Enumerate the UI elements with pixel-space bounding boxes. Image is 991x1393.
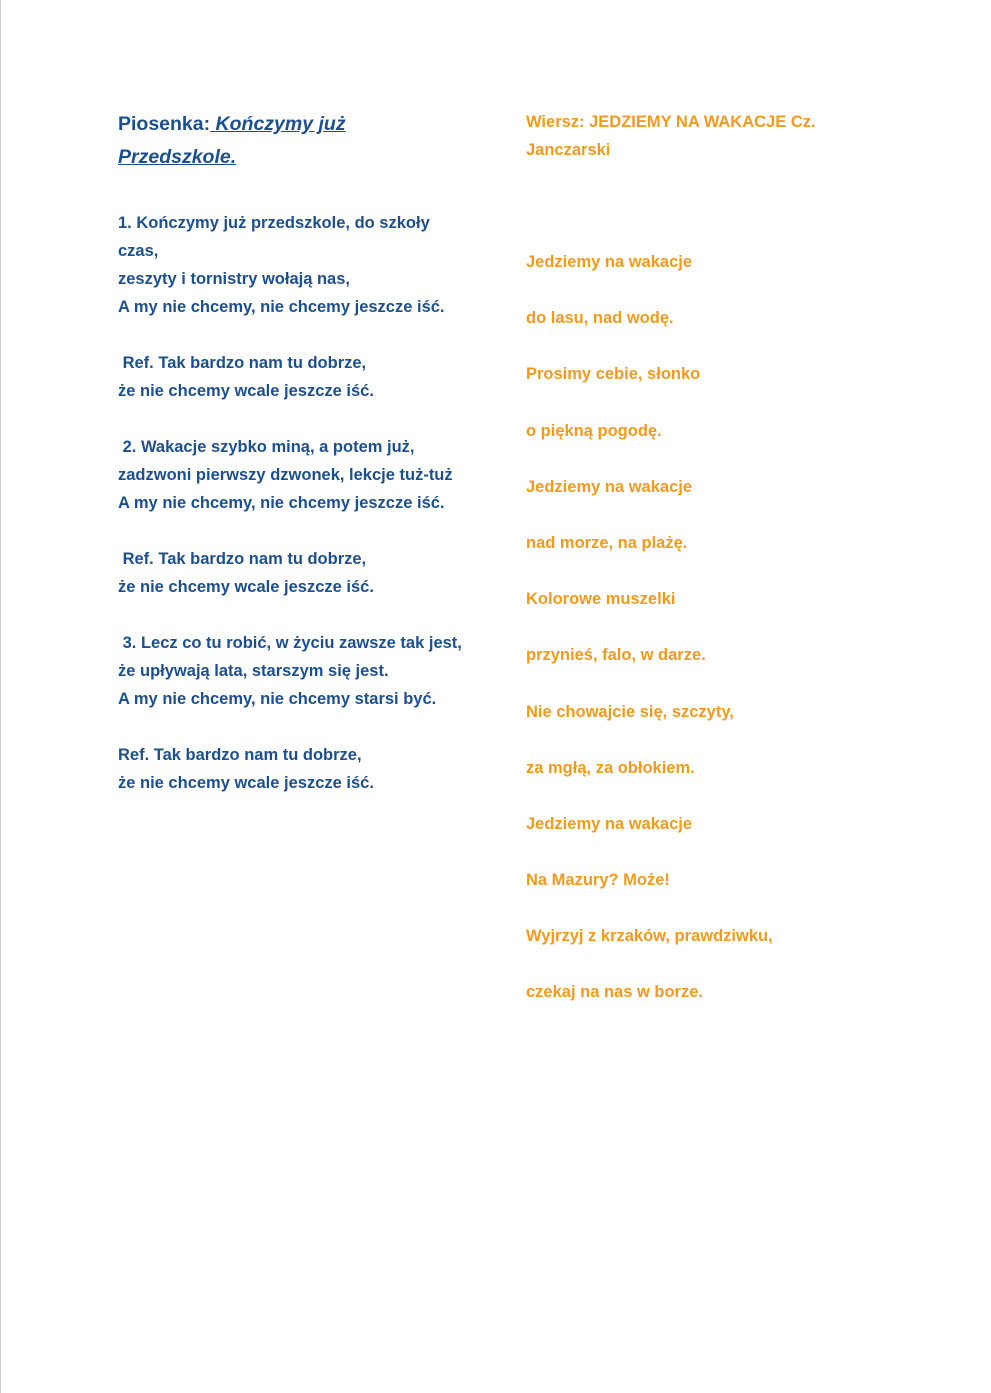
song-line: A my nie chcemy, nie chcemy jeszcze iść.: [118, 494, 445, 512]
song-line: Ref. Tak bardzo nam tu dobrze,: [118, 550, 367, 568]
poem-line: Jedziemy na wakacje: [526, 477, 693, 496]
song-line: 2. Wakacje szybko miną, a potem już,: [118, 438, 415, 456]
song-line: że nie chcemy wcale jeszcze iść.: [118, 382, 374, 400]
poem-verses: [526, 248, 846, 1035]
song-line: [118, 405, 463, 433]
song-title-name: Kończymy już Przedszkole.: [118, 113, 346, 168]
poem-column: [526, 108, 846, 1035]
song-title: [118, 108, 463, 174]
poem-line: o piękną pogodę.: [526, 421, 662, 440]
song-label: Piosenka:: [118, 113, 211, 135]
poem-line: do lasu, nad wodę.: [526, 309, 674, 328]
poem-line: czekaj na nas w borze.: [526, 983, 703, 1002]
poem-line: Prosimy cebie, słonko: [526, 365, 701, 384]
song-line: że upływają lata, starszym się jest.: [118, 662, 389, 680]
song-line: że nie chcemy wcale jeszcze iść.: [118, 774, 374, 792]
song-line: [118, 517, 463, 545]
poem-line: Nie chowajcie się, szczyty,: [526, 702, 734, 721]
song-line: [118, 321, 463, 349]
song-line: A my nie chcemy, nie chcemy jeszcze iść.: [118, 298, 445, 316]
song-line: że nie chcemy wcale jeszcze iść.: [118, 578, 374, 596]
song-line: zeszyty i tornistry wołają nas,: [118, 270, 350, 288]
song-line: Ref. Tak bardzo nam tu dobrze,: [118, 746, 362, 764]
song-lyrics: [118, 209, 463, 797]
song-line: 3. Lecz co tu robić, w życiu zawsze tak jest,: [118, 634, 462, 652]
poem-title: Wiersz: JEDZIEMY NA WAKACJE Cz. Janczarski: [526, 113, 816, 159]
poem-line: Wyjrzyj z krzaków, prawdziwku,: [526, 927, 773, 946]
song-column: [118, 108, 463, 797]
poem-line: Jedziemy na wakacje: [526, 814, 693, 833]
song-line: [118, 601, 463, 629]
song-line: zadzwoni pierwszy dzwonek, lekcje tuż-tuż: [118, 466, 453, 484]
song-line: 1. Kończymy już przedszkole, do szkoły czas,: [118, 214, 435, 260]
poem-line: Jedziemy na wakacje: [526, 253, 693, 271]
poem-line: przynieś, falo, w darze.: [526, 646, 706, 665]
song-line: Ref. Tak bardzo nam tu dobrze,: [118, 354, 367, 372]
song-line: [118, 713, 463, 741]
poem-line: Kolorowe muszelki: [526, 590, 676, 609]
poem-line: za mgłą, za obłokiem.: [526, 758, 695, 777]
page-edge: [0, 0, 1, 1393]
poem-line: Na Mazury? Może!: [526, 871, 670, 890]
poem-line: nad morze, na plażę.: [526, 533, 688, 552]
song-line: A my nie chcemy, nie chcemy starsi być.: [118, 690, 437, 708]
